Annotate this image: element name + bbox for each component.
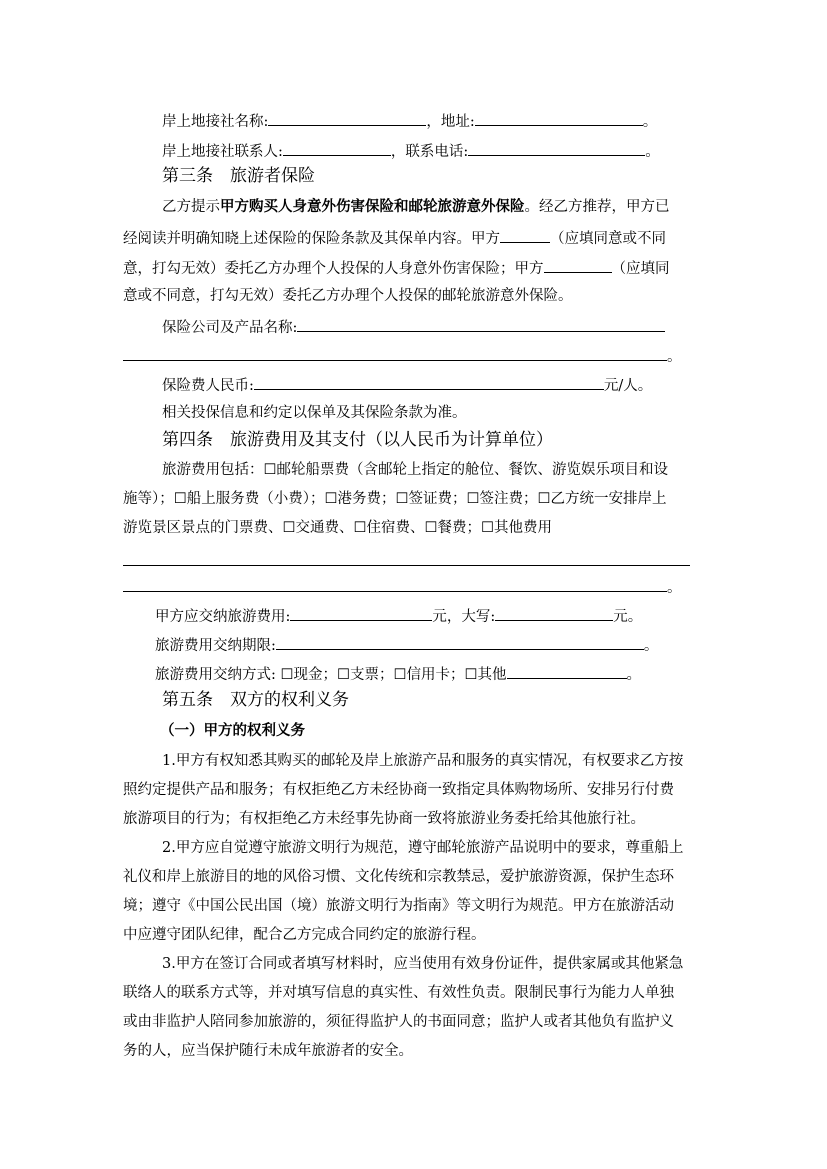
insurance-bold-text: 甲方购买人身意外伤害保险和邮轮旅游意外保险 <box>220 199 525 215</box>
other-fees-field-cont[interactable] <box>123 576 667 592</box>
period: 。 <box>667 580 682 596</box>
text: 经阅读并明确知晓上述保险的保险条款及其保单内容。甲方 <box>123 231 500 247</box>
insurance-company-label: 保险公司及产品名称: <box>162 320 298 336</box>
insurance-fee-unit: 元/人。 <box>603 378 653 394</box>
article3-para-line4: 意或不同意，打勾无效）委托乙方办理个人投保的邮轮旅游意外保险。 <box>123 288 573 304</box>
period: 。 <box>667 349 682 365</box>
amount-label: 甲方应交纳旅游费用: <box>155 609 291 625</box>
amount-field[interactable] <box>290 605 432 621</box>
deadline-label: 旅游费用交纳期限: <box>155 638 276 654</box>
insurance-company-line2 <box>123 345 682 367</box>
insurance-company-field[interactable] <box>297 316 665 332</box>
agency-address-field[interactable] <box>475 110 643 126</box>
consent-field-1[interactable] <box>500 227 550 243</box>
article3-para-line1 <box>162 197 670 217</box>
insurance-company-field-cont[interactable] <box>123 345 667 361</box>
article5-title: 第五条 双方的权利义务 <box>162 690 349 710</box>
insurance-fee-line <box>162 374 652 396</box>
period: 。 <box>642 114 658 130</box>
payment-method-line <box>155 663 641 685</box>
article4-line1: 旅游费用包括：☐邮轮船票费（含邮轮上指定的舱位、餐饮、游览娱乐项目和设 <box>162 462 668 478</box>
insurance-note: 相关投保信息和约定以保单及其保险条款为准。 <box>162 405 467 421</box>
p3-line4: 务的人，应当保护随行未成年旅游者的安全。 <box>123 1043 413 1059</box>
agency-name-field[interactable] <box>268 110 426 126</box>
payment-other-field[interactable] <box>507 663 627 679</box>
article4-line2: 施等）；☐船上服务费（小费）；☐港务费；☐签证费；☐签注费；☐乙方统一安排岸上 <box>123 491 667 507</box>
deadline-line <box>155 634 658 656</box>
agency-contact-line <box>162 140 660 162</box>
article4-line3: 游览景区景点的门票费、☐交通费、☐住宿费、☐餐费；☐其他费用 <box>123 520 552 536</box>
article4-title: 第四条 旅游费用及其支付（以人民币为计算单位） <box>162 430 553 450</box>
p3-line2: 联络人的联系方式等，并对填写信息的真实性、有效性负责。限制民事行为能力人单独 <box>123 985 674 1001</box>
text: 乙方提示 <box>162 199 220 215</box>
period: 。 <box>643 638 659 654</box>
article3-para-line3 <box>123 257 670 279</box>
insurance-fee-label: 保险费人民币: <box>162 378 254 394</box>
text: 意，打勾无效）委托乙方办理个人投保的人身意外伤害保险；甲方 <box>123 261 544 277</box>
agency-phone-label: ，联系电话: <box>390 144 469 160</box>
payment-method-label: 旅游费用交纳方式: ☐现金；☐支票；☐信用卡；☐其他 <box>155 667 507 683</box>
p2-line4: 中应遵守团队纪律，配合乙方完成合同约定的旅游行程。 <box>123 927 486 943</box>
p1-line2: 照约定提供产品和服务；有权拒绝乙方未经协商一致指定具体购物场所、安排另行付费 <box>123 782 674 798</box>
article3-para-line2 <box>123 227 666 249</box>
article3-title: 第三条 旅游者保险 <box>162 166 315 186</box>
other-fees-line2 <box>123 576 682 598</box>
agency-name-label: 岸上地接社名称: <box>162 114 269 130</box>
agency-address-label: ，地址: <box>426 114 475 130</box>
consent-field-2[interactable] <box>544 257 612 273</box>
p3-line3: 或由非监护人陪同参加旅游的，须征得监护人的书面同意；监护人或者其他负有监护义 <box>123 1014 674 1030</box>
period: 。 <box>626 667 641 683</box>
agency-contact-label: 岸上地接社联系人: <box>162 144 283 160</box>
text: （应填同 <box>611 261 670 277</box>
article5-subtitle-1: （一）甲方的权利义务 <box>160 723 305 739</box>
agency-phone-field[interactable] <box>468 140 645 156</box>
p1-line3: 旅游项目的行为；有权拒绝乙方未经事先协商一致将旅游业务委托给其他旅行社。 <box>123 811 645 827</box>
p3-line1: 3.甲方在签订合同或者填写材料时，应当使用有效身份证件，提供家属或其他紧急 <box>162 956 684 972</box>
text: （应填同意或不同 <box>550 231 666 247</box>
other-fees-field[interactable] <box>123 565 690 566</box>
period: 。 <box>645 144 660 160</box>
agency-contact-field[interactable] <box>283 140 391 156</box>
amount-end: 元。 <box>613 609 643 625</box>
p2-line3: 境；遵守《中国公民出国（境）旅游文明行为指南》等文明行为规范。甲方在旅游活动 <box>123 898 674 914</box>
deadline-field[interactable] <box>276 634 644 650</box>
amount-line <box>155 605 642 627</box>
p2-line2: 礼仪和岸上旅游目的地的风俗习惯、文化传统和宗教禁忌，爱护旅游资源，保护生态环 <box>123 869 674 885</box>
insurance-company-line <box>162 316 665 338</box>
agency-name-line <box>162 110 657 132</box>
amount-unit: 元，大写: <box>432 609 496 625</box>
p1-line1: 1.甲方有权知悉其购买的邮轮及岸上旅游产品和服务的真实情况，有权要求乙方按 <box>162 753 684 769</box>
p2-line1: 2.甲方应自觉遵守旅游文明行为规范，遵守邮轮旅游产品说明中的要求，尊重船上 <box>162 840 684 856</box>
text: 。经乙方推荐，甲方已 <box>524 199 670 215</box>
amount-words-field[interactable] <box>495 605 613 621</box>
insurance-fee-field[interactable] <box>254 374 604 390</box>
